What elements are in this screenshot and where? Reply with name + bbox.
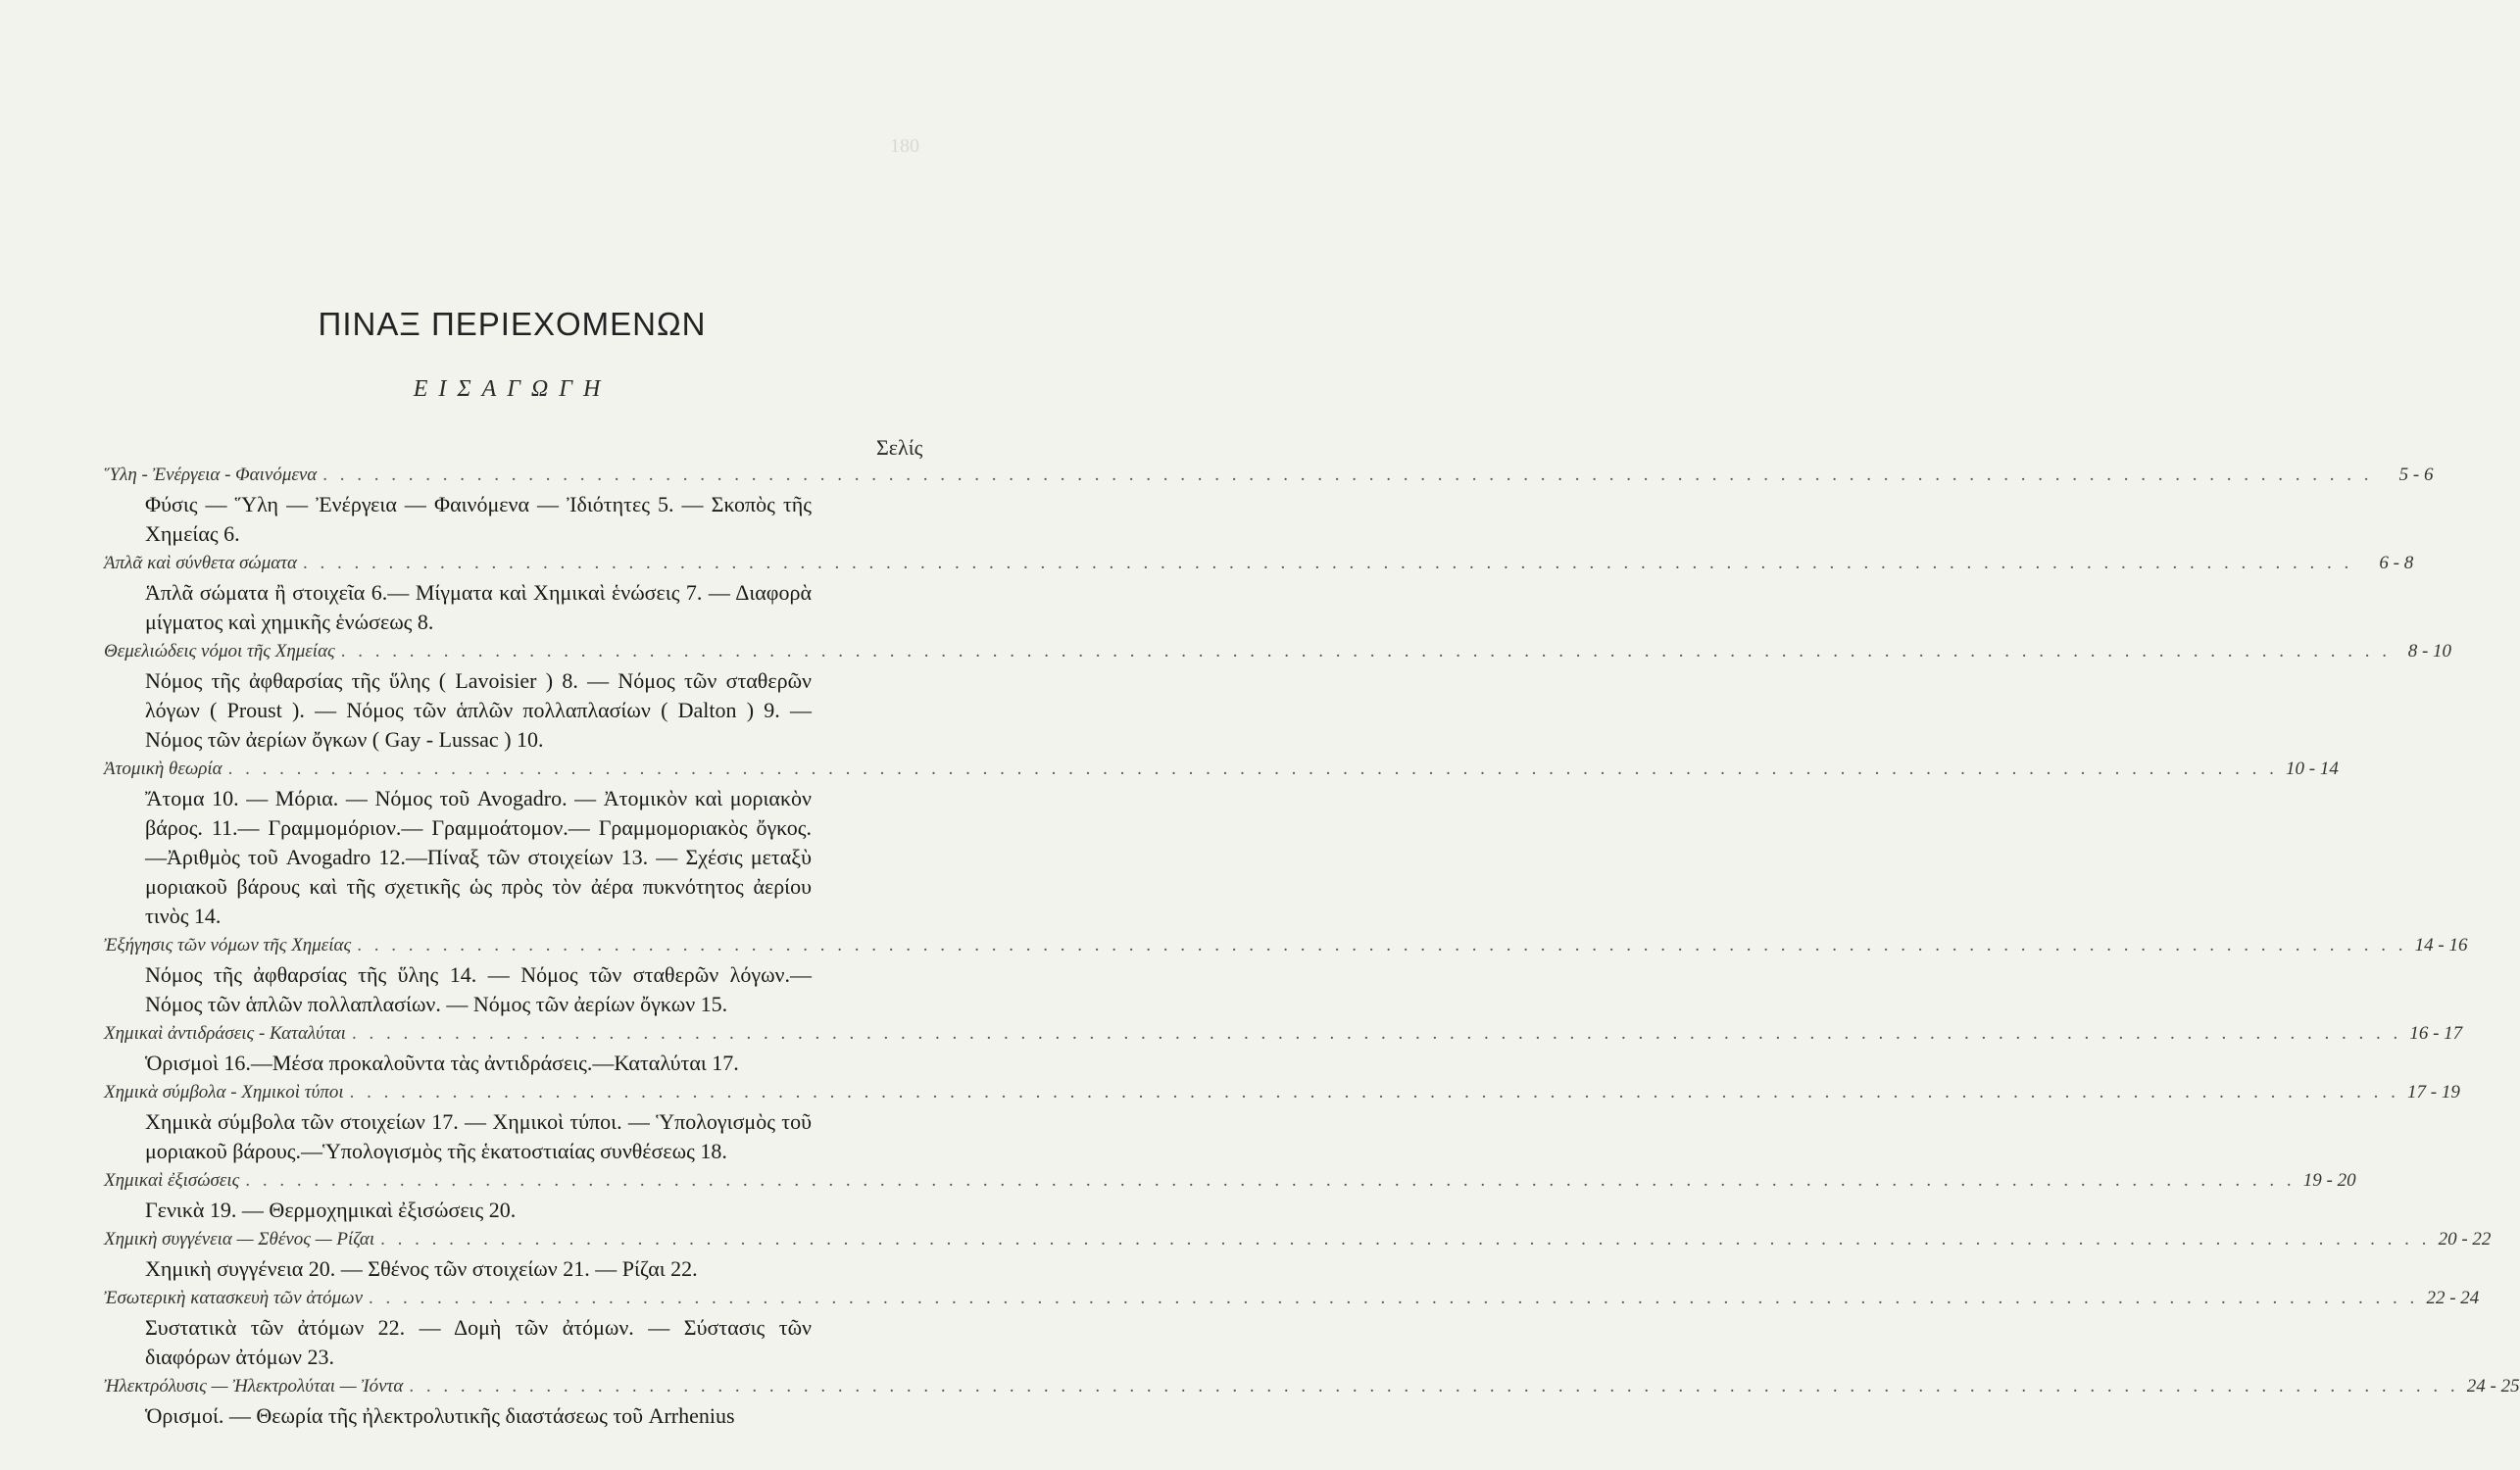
toc-entry — [104, 1225, 2492, 1284]
toc-entry — [104, 1078, 2460, 1166]
toc-entry-pages: 24 - 25 — [2466, 1376, 2520, 1396]
toc-entry-description: Νόμος τῆς ἀφθαρσίας τῆς ὕλης 14. — Νόμος τῶν σταθερῶν λόγων.— Νόμος τῶν ἁπλῶν πολλαπλασίων. — Νόμος τῶν ἀερίων ὄγκων 15. — [145, 962, 812, 1016]
toc-entry-heading — [104, 1225, 2492, 1254]
toc-entry — [104, 931, 2468, 1019]
dot-leader: . . . . . . . . . . . . . . . . . . . . . . . . . . . . . . . . . . . . . . . . . . . . . . . . . . . . . . . . . . . . . . . . . . . . . . . . . . . . . . . . . . . . . . . . . . . . . . . . . . . . . . . . . . . . . . . . . . . . . . . . — [227, 759, 2278, 779]
toc-entry-description: Ἄτομα 10. — Μόρια. — Νόμος τοῦ Avogadro. — Ἀτομικὸν καὶ μοριακὸν βάρος. 11.— Γραμμομόριον.— Γραμμοάτομον.— Γραμμομοριακὸς ὄγκος.—Ἀριθμὸς τοῦ Avogadro 12.—Πίναξ τῶν στοιχείων 13. — Σχέσις μεταξὺ μοριακοῦ βάρους καὶ τῆς σχετικῆς ὡς πρὸς τὸν ἀέρα πυκνότητος ἀερίου τινὸς 14. — [145, 786, 812, 928]
toc-entry-heading — [104, 549, 2414, 578]
toc-entry — [104, 1019, 2463, 1078]
toc-entry — [104, 1166, 2356, 1225]
toc-entry-title: Χημικαὶ ἀντιδράσεις - Καταλύται — [104, 1023, 346, 1044]
toc-entry-pages: 16 - 17 — [2409, 1023, 2463, 1044]
toc-entry-heading — [104, 755, 2339, 784]
dot-leader: . . . . . . . . . . . . . . . . . . . . . . . . . . . . . . . . . . . . . . . . . . . . . . . . . . . . . . . . . . . . . . . . . . . . . . . . . . . . . . . . . . . . . . . . . . . . . . . . . . . . . . . . . . . . . . . . . . . . . . . . — [245, 1170, 2296, 1191]
toc-entry — [104, 461, 2434, 549]
dot-leader: . . . . . . . . . . . . . . . . . . . . . . . . . . . . . . . . . . . . . . . . . . . . . . . . . . . . . . . . . . . . . . . . . . . . . . . . . . . . . . . . . . . . . . . . . . . . . . . . . . . . . . . . . . . . . . . . . . . . . . . . — [351, 1023, 2402, 1044]
section-subtitle: ΕΙΣΑΓΩΓΗ — [413, 376, 612, 402]
toc-entry — [104, 1284, 2480, 1372]
toc-entry-pages: 5 - 6 — [2398, 465, 2434, 485]
table-of-contents — [104, 461, 2520, 1431]
dot-leader: . . . . . . . . . . . . . . . . . . . . . . . . . . . . . . . . . . . . . . . . . . . . . . . . . . . . . . . . . . . . . . . . . . . . . . . . . . . . . . . . . . . . . . . . . . . . . . . . . . . . . . . . . . . . . . . . . . . . . . . . — [340, 641, 2392, 662]
toc-entry-pages: 22 - 24 — [2426, 1288, 2480, 1308]
toc-entry-heading — [104, 1166, 2356, 1196]
toc-entry-pages: 14 - 16 — [2414, 935, 2468, 956]
toc-entry — [104, 637, 2452, 755]
toc-entry-title: Ἐσωτερικὴ κατασκευὴ τῶν ἀτόμων — [104, 1288, 364, 1308]
toc-entry-title: Ὕλη - Ἐνέργεια - Φαινόμενα — [104, 465, 318, 485]
toc-entry-heading — [104, 1019, 2463, 1049]
toc-entry-title: Ἐξήγησις τῶν νόμων τῆς Χημείας — [104, 935, 352, 956]
toc-entry-title: Ἠλεκτρόλυσις — Ἠλεκτρολύται — Ἰόντα — [104, 1376, 404, 1396]
dot-leader: . . . . . . . . . . . . . . . . . . . . . . . . . . . . . . . . . . . . . . . . . . . . . . . . . . . . . . . . . . . . . . . . . . . . . . . . . . . . . . . . . . . . . . . . . . . . . . . . . . . . . . . . . . . . . . . . . . . . . . . . — [369, 1288, 2419, 1308]
toc-entry-title: Χημικὰ σύμβολα - Χημικοὶ τύποι — [104, 1082, 344, 1102]
toc-entry-description: Ὁρισμοί. — Θεωρία τῆς ἠλεκτρολυτικῆς διαστάσεως τοῦ Arrhenius — [145, 1403, 735, 1428]
dot-leader: . . . . . . . . . . . . . . . . . . . . . . . . . . . . . . . . . . . . . . . . . . . . . . . . . . . . . . . . . . . . . . . . . . . . . . . . . . . . . . . . . . . . . . . . . . . . . . . . . . . . . . . . . . . . . . . . . . . . . . . . — [349, 1082, 2399, 1102]
dot-leader: . . . . . . . . . . . . . . . . . . . . . . . . . . . . . . . . . . . . . . . . . . . . . . . . . . . . . . . . . . . . . . . . . . . . . . . . . . . . . . . . . . . . . . . . . . . . . . . . . . . . . . . . . . . . . . . . . . . . . . . . — [302, 553, 2353, 573]
toc-entry — [104, 755, 2339, 931]
toc-entry-heading — [104, 461, 2434, 490]
dot-leader: . . . . . . . . . . . . . . . . . . . . . . . . . . . . . . . . . . . . . . . . . . . . . . . . . . . . . . . . . . . . . . . . . . . . . . . . . . . . . . . . . . . . . . . . . . . . . . . . . . . . . . . . . . . . . . . . . . . . . . . . — [357, 935, 2407, 956]
toc-entry-pages: 19 - 20 — [2302, 1170, 2356, 1191]
show-through-text: 180 — [890, 135, 919, 157]
toc-entry — [104, 1372, 2520, 1431]
toc-entry-title: Θεμελιώδεις νόμοι τῆς Χημείας — [104, 641, 335, 662]
toc-entry-pages: 6 - 8 — [2379, 553, 2414, 573]
toc-entry-heading — [104, 637, 2452, 666]
toc-entry-description: Χημικὴ συγγένεια 20. — Σθένος τῶν στοιχείων 21. — Ρίζαι 22. — [145, 1256, 698, 1281]
toc-entry-title: Ἀτομικὴ θεωρία — [104, 759, 222, 779]
toc-entry-pages: 8 - 10 — [2407, 641, 2452, 662]
toc-entry-heading — [104, 1284, 2480, 1313]
page-column-label: Σελίς — [876, 435, 923, 460]
page-title: ΠΙΝΑΞ ΠΕΡΙΕΧΟΜΕΝΩΝ — [318, 306, 707, 342]
toc-entry-pages: 10 - 14 — [2286, 759, 2339, 779]
toc-entry-description: Νόμος τῆς ἀφθαρσίας τῆς ὕλης ( Lavoisier ) 8. — Νόμος τῶν σταθερῶν λόγων ( Proust ). — Νόμος τῶν ἁπλῶν πολλαπλασίων ( Dalton ) 9. — Νόμος τῶν ἀερίων ὄγκων ( Gay - Lussac ) 10. — [145, 668, 812, 752]
toc-entry-pages: 20 - 22 — [2438, 1229, 2492, 1250]
toc-entry-title: Χημικὴ συγγένεια — Σθένος — Ρίζαι — [104, 1229, 375, 1250]
dot-leader: . . . . . . . . . . . . . . . . . . . . . . . . . . . . . . . . . . . . . . . . . . . . . . . . . . . . . . . . . . . . . . . . . . . . . . . . . . . . . . . . . . . . . . . . . . . . . . . . . . . . . . . . . . . . . . . . . . . . . . . . — [322, 465, 2373, 485]
toc-entry-pages: 17 - 19 — [2407, 1082, 2460, 1102]
toc-entry-heading — [104, 1372, 2520, 1401]
toc-entry-description: Φύσις — Ὕλη — Ἐνέργεια — Φαινόμενα — Ἰδιότητες 5. — Σκοπὸς τῆς Χημείας 6. — [145, 492, 812, 546]
toc-entry-title: Χημικαὶ ἐξισώσεις — [104, 1170, 240, 1191]
toc-entry-heading — [104, 931, 2468, 960]
toc-entry-description: Συστατικὰ τῶν ἀτόμων 22. — Δομὴ τῶν ἀτόμων. — Σύστασις τῶν διαφόρων ἀτόμων 23. — [145, 1315, 812, 1369]
toc-entry-description: Χημικὰ σύμβολα τῶν στοιχείων 17. — Χημικοὶ τύποι. — Ὑπολογισμὸς τοῦ μοριακοῦ βάρους.—Ὑπολογισμὸς τῆς ἑκατοστιαίας συνθέσεως 18. — [145, 1109, 812, 1163]
dot-leader: . . . . . . . . . . . . . . . . . . . . . . . . . . . . . . . . . . . . . . . . . . . . . . . . . . . . . . . . . . . . . . . . . . . . . . . . . . . . . . . . . . . . . . . . . . . . . . . . . . . . . . . . . . . . . . . . . . . . . . . . — [409, 1376, 2459, 1396]
dot-leader: . . . . . . . . . . . . . . . . . . . . . . . . . . . . . . . . . . . . . . . . . . . . . . . . . . . . . . . . . . . . . . . . . . . . . . . . . . . . . . . . . . . . . . . . . . . . . . . . . . . . . . . . . . . . . . . . . . . . . . . . — [380, 1229, 2431, 1250]
toc-entry-description: Ὁρισμοὶ 16.—Μέσα προκαλοῦντα τὰς ἀντιδράσεις.—Καταλύται 17. — [145, 1051, 739, 1075]
toc-entry-title: Ἁπλᾶ καὶ σύνθετα σώματα — [104, 553, 297, 573]
toc-entry — [104, 549, 2414, 637]
toc-entry-heading — [104, 1078, 2460, 1107]
toc-entry-description: Γενικὰ 19. — Θερμοχημικαὶ ἐξισώσεις 20. — [145, 1198, 517, 1222]
toc-entry-description: Ἁπλᾶ σώματα ἢ στοιχεῖα 6.— Μίγματα καὶ Χημικαὶ ἑνώσεις 7. — Διαφορὰ μίγματος καὶ χημικῆς ἑνώσεως 8. — [145, 580, 812, 634]
